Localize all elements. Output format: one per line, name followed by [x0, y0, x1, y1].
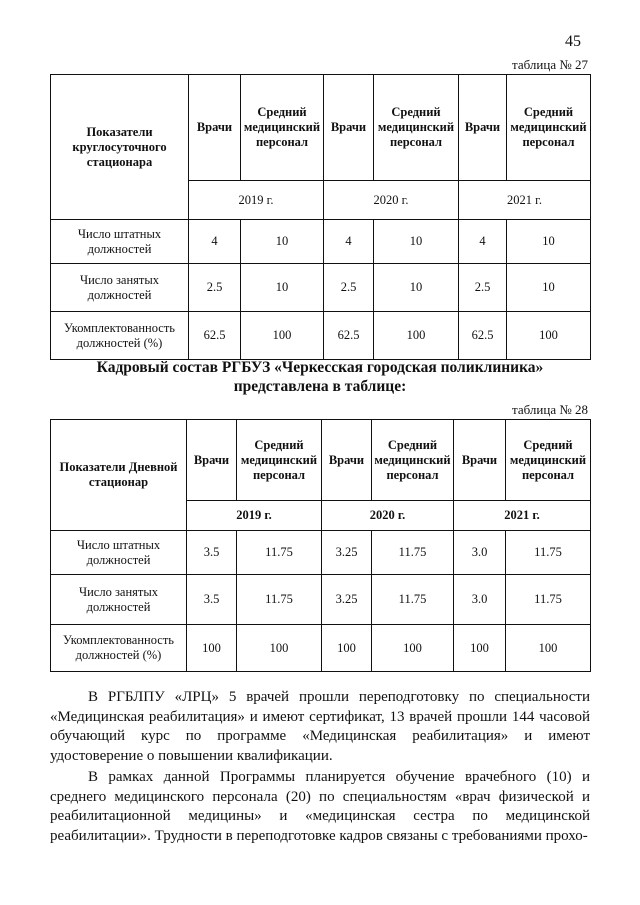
cell: 11.75	[506, 531, 591, 575]
cell: 100	[372, 625, 454, 672]
row-label: Число штатных должностей	[51, 220, 189, 264]
section-heading-line-1: Кадровый состав РГБУЗ «Черкесская городская поликлиника»	[96, 359, 544, 376]
cell: 62.5	[189, 312, 241, 360]
cell: 3.0	[454, 575, 506, 625]
cell: 11.75	[372, 575, 454, 625]
table-28-year-2021: 2021 г.	[454, 501, 591, 531]
table-row	[51, 531, 591, 575]
cell: 11.75	[372, 531, 454, 575]
table-28-doctors-header: Врачи	[454, 420, 506, 501]
table-27-nurses-header: Средний медицинский персонал	[241, 75, 324, 181]
table-row	[51, 220, 591, 264]
table-27-caption: таблица № 27	[512, 57, 588, 72]
row-label: Число занятых должностей	[51, 575, 187, 625]
table-28-doctors-header: Врачи	[187, 420, 237, 501]
cell: 11.75	[506, 575, 591, 625]
cell: 3.5	[187, 575, 237, 625]
table-28-year-2020: 2020 г.	[322, 501, 454, 531]
table-28-header-row	[51, 420, 591, 501]
cell: 10	[374, 220, 459, 264]
cell: 100	[241, 312, 324, 360]
cell: 11.75	[237, 531, 322, 575]
cell: 100	[507, 312, 591, 360]
table-27-doctors-header: Врачи	[459, 75, 507, 181]
cell: 100	[454, 625, 506, 672]
section-heading-line-2: представлена в таблице:	[233, 378, 407, 395]
table-28-nurses-header: Средний медицинский персонал	[506, 420, 591, 501]
table-28-year-2019: 2019 г.	[187, 501, 322, 531]
cell: 10	[507, 220, 591, 264]
table-row	[51, 625, 591, 672]
cell: 2.5	[189, 264, 241, 312]
table-28-indicator-header: Показатели Дневной стационар	[51, 420, 187, 531]
table-27-year-2021: 2021 г.	[459, 181, 591, 220]
table-27-year-2019: 2019 г.	[189, 181, 324, 220]
cell: 3.5	[187, 531, 237, 575]
table-28-doctors-header: Врачи	[322, 420, 372, 501]
cell: 100	[374, 312, 459, 360]
cell: 4	[324, 220, 374, 264]
cell: 11.75	[237, 575, 322, 625]
table-28-nurses-header: Средний медицинский персонал	[237, 420, 322, 501]
cell: 100	[187, 625, 237, 672]
row-label: Укомплектованность должностей (%)	[51, 312, 189, 360]
table-28-caption: таблица № 28	[512, 402, 588, 417]
cell: 4	[459, 220, 507, 264]
page-number: 45	[565, 33, 581, 50]
cell: 3.0	[454, 531, 506, 575]
table-28-nurses-header: Средний медицинский персонал	[372, 420, 454, 501]
table-27-header-row	[51, 75, 591, 181]
cell: 4	[189, 220, 241, 264]
table-row	[51, 264, 591, 312]
row-label: Укомплектованность должностей (%)	[51, 625, 187, 672]
paragraph-2: В рамках данной Программы планируется обучение врачебного (10) и среднего медицинского персонала (20) по специальностям «врач физической и реабилитационной медицины» и «медицинская сестра по медицинской реабилитации». Трудности в переподготовке кадров связаны с требованиями прохо-	[50, 769, 590, 844]
table-27-indicator-header: Показатели круглосуточного стационара	[51, 75, 189, 220]
table-row	[51, 575, 591, 625]
cell: 10	[374, 264, 459, 312]
table-28	[50, 419, 591, 672]
table-27-year-2020: 2020 г.	[324, 181, 459, 220]
cell: 10	[241, 264, 324, 312]
table-27-doctors-header: Врачи	[189, 75, 241, 181]
table-row	[51, 312, 591, 360]
cell: 100	[237, 625, 322, 672]
cell: 10	[241, 220, 324, 264]
cell: 100	[506, 625, 591, 672]
table-27-nurses-header: Средний медицинский персонал	[374, 75, 459, 181]
cell: 2.5	[459, 264, 507, 312]
cell: 2.5	[324, 264, 374, 312]
row-label: Число штатных должностей	[51, 531, 187, 575]
cell: 3.25	[322, 575, 372, 625]
cell: 62.5	[324, 312, 374, 360]
cell: 62.5	[459, 312, 507, 360]
row-label: Число занятых должностей	[51, 264, 189, 312]
table-27	[50, 74, 591, 360]
cell: 3.25	[322, 531, 372, 575]
section-heading	[50, 358, 590, 396]
table-27-nurses-header: Средний медицинский персонал	[507, 75, 591, 181]
table-27-doctors-header: Врачи	[324, 75, 374, 181]
cell: 100	[322, 625, 372, 672]
paragraph-1: В РГБЛПУ «ЛРЦ» 5 врачей прошли переподготовку по специальности «Медицинская реабилитация» и имеют сертификат, 13 врачей прошли 144 часовой обучающий курс по программе «Медицинская реабилитация» и имеют удостоверение о повышении квалификации.	[50, 689, 590, 764]
cell: 10	[507, 264, 591, 312]
